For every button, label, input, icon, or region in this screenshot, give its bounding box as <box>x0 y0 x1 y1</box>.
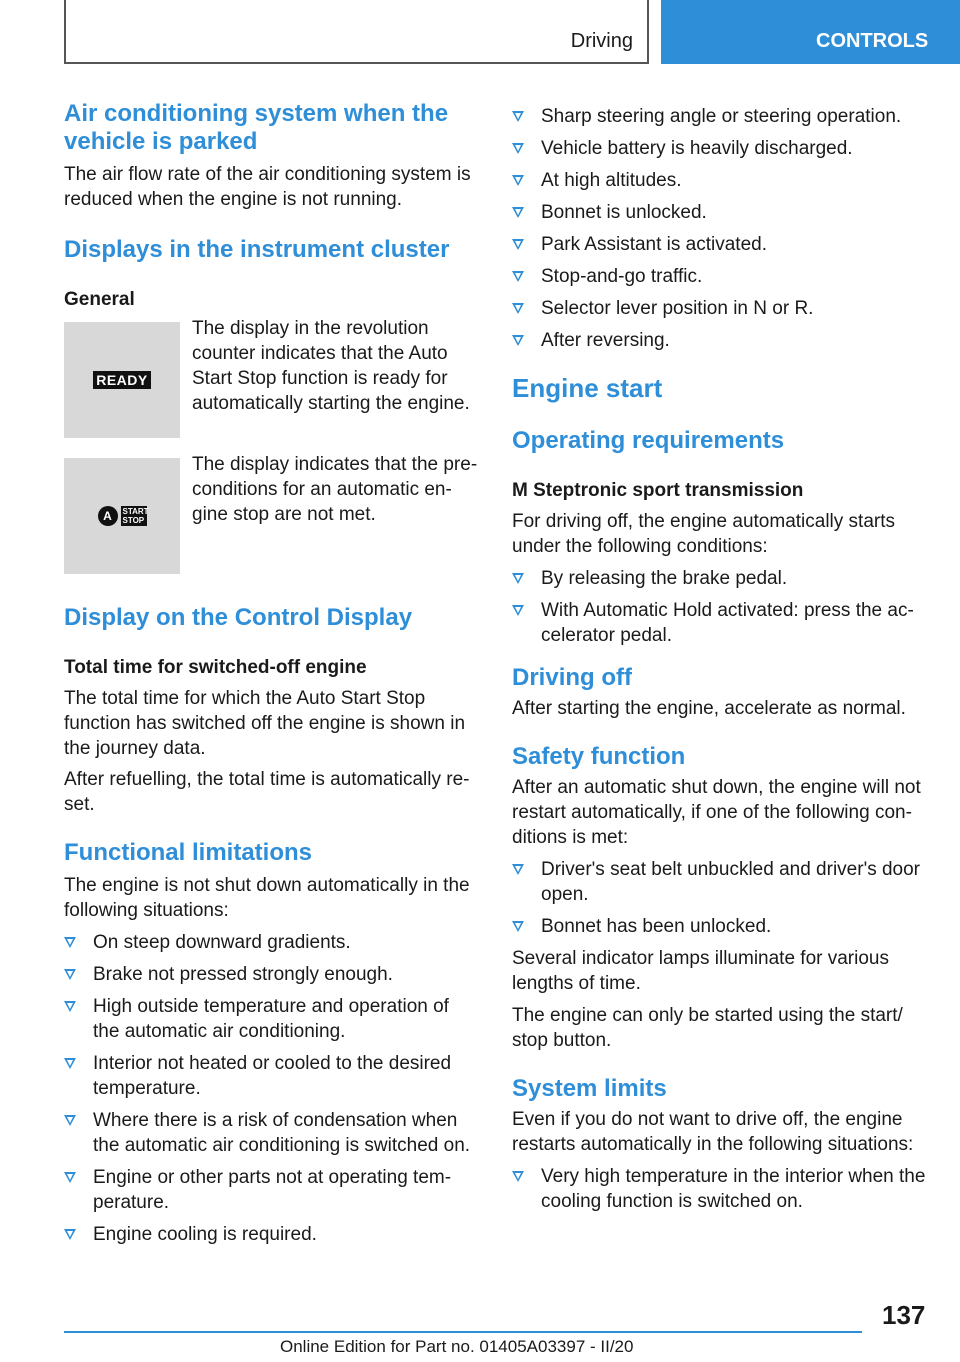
list-item <box>512 914 930 939</box>
ready-icon: READY <box>93 371 151 389</box>
heading-operating-requirements: Operating requirements <box>512 427 785 454</box>
list-item <box>64 1165 479 1215</box>
list-item <box>512 136 930 161</box>
list-item <box>512 598 930 648</box>
list-item-text: Bonnet is unlocked. <box>541 202 707 223</box>
left-column <box>64 100 479 1254</box>
heading-limitations: Functional limitations <box>64 839 313 866</box>
list-item <box>512 168 930 193</box>
list-item <box>512 328 930 353</box>
limitations-continued-list <box>512 104 930 353</box>
heading-steptronic: M Steptronic sport transmission <box>512 480 804 501</box>
heading-parked: Air conditioning system when the vehicle is parked <box>64 100 449 155</box>
triangle-bullet-icon <box>512 864 524 875</box>
edition-note: Online Edition for Part no. 01405A03397 - II/20 <box>280 1337 634 1356</box>
list-item-text: Very high temperature in the interior when the cooling function is switched on. <box>541 1166 926 1212</box>
page-number: 137 <box>882 1300 926 1330</box>
list-item-text: Vehicle battery is heavily discharged. <box>541 138 853 159</box>
list-item <box>512 232 930 257</box>
heading-safety-function: Safety function <box>512 743 686 770</box>
heading-general: General <box>64 289 135 310</box>
list-item <box>512 857 930 907</box>
triangle-bullet-icon <box>512 573 524 584</box>
list-item-text: On steep downward gradients. <box>93 932 351 953</box>
heading-system-limits: System limits <box>512 1075 667 1102</box>
list-item-text: With Automatic Hold activated: press the ac-celerator pedal. <box>541 600 914 646</box>
heading-displays: Displays in the instrument cluster <box>64 236 450 263</box>
triangle-bullet-icon <box>512 207 524 218</box>
list-item-text: Where there is a risk of condensation when the automatic air conditioning is switched on. <box>93 1110 471 1156</box>
list-item <box>512 566 930 591</box>
list-item <box>64 994 479 1044</box>
triangle-bullet-icon <box>64 937 76 948</box>
para-refuel: After refuelling, the total time is automatically re-set. <box>64 769 470 815</box>
para-system-limits: Even if you do not want to drive off, the engine restarts automatically in the following situations: <box>512 1109 914 1155</box>
auto-start-stop-display-image <box>64 458 180 574</box>
list-item-text: By releasing the brake pedal. <box>541 568 788 589</box>
display-notmet-row <box>64 454 479 574</box>
triangle-bullet-icon <box>64 1172 76 1183</box>
safety-list <box>512 857 930 939</box>
list-item-text: Brake not pressed strongly enough. <box>93 964 393 985</box>
footer-divider <box>64 1331 862 1333</box>
triangle-bullet-icon <box>64 1058 76 1069</box>
para-indicator-lamps: Several indicator lamps illuminate for various lengths of time. <box>512 948 889 994</box>
list-item <box>512 1164 930 1214</box>
list-item-text: Bonnet has been unlocked. <box>541 916 772 937</box>
list-item-text: Sharp steering angle or steering operation. <box>541 106 902 127</box>
triangle-bullet-icon <box>512 1171 524 1182</box>
para-limitations: The engine is not shut down automatically in the following situations: <box>64 875 470 921</box>
para-driving-off: After starting the engine, accelerate as normal. <box>512 698 906 719</box>
list-item-text: At high altitudes. <box>541 170 682 191</box>
para-start-button: The engine can only be started using the start/ stop button. <box>512 1005 903 1051</box>
para-total-time: The total time for which the Auto Start Stop function has switched off the engine is shown in the journey data. <box>64 688 466 759</box>
list-item-text: High outside temperature and operation of the automatic air conditioning. <box>93 996 449 1042</box>
steptronic-list <box>512 566 930 648</box>
list-item-text: Park Assistant is activated. <box>541 234 767 255</box>
list-item-text: Interior not heated or cooled to the desired temperature. <box>93 1053 452 1099</box>
limitations-list <box>64 930 479 1247</box>
list-item <box>64 930 479 955</box>
list-item-text: Engine or other parts not at operating tem-perature. <box>93 1167 452 1213</box>
para-display-notmet: The display indicates that the pre-conditions for an automatic en-gine stop are not met. <box>192 454 478 525</box>
heading-control-display: Display on the Control Display <box>64 604 413 631</box>
heading-driving-off: Driving off <box>512 664 632 691</box>
display-ready-row <box>64 318 479 438</box>
triangle-bullet-icon <box>64 969 76 980</box>
right-column <box>512 104 930 1221</box>
auto-start-stop-icon <box>98 506 147 526</box>
ready-display-image <box>64 322 180 438</box>
list-item <box>512 296 930 321</box>
list-item-text: After reversing. <box>541 330 670 351</box>
list-item <box>64 1108 479 1158</box>
triangle-bullet-icon <box>64 1115 76 1126</box>
triangle-bullet-icon <box>512 921 524 932</box>
system-limits-list <box>512 1164 930 1214</box>
list-item-text: Driver's seat belt unbuckled and driver's door open. <box>541 859 920 905</box>
list-item <box>64 962 479 987</box>
list-item <box>64 1222 479 1247</box>
start-stop-label: START STOP <box>122 507 149 525</box>
triangle-bullet-icon <box>512 271 524 282</box>
list-item <box>512 104 930 129</box>
triangle-bullet-icon <box>512 175 524 186</box>
header-chapter-box <box>661 0 960 64</box>
auto-start-stop-a-symbol: A <box>98 506 118 526</box>
header-section-title: Driving <box>570 30 633 52</box>
list-item <box>512 200 930 225</box>
triangle-bullet-icon <box>512 303 524 314</box>
triangle-bullet-icon <box>512 605 524 616</box>
list-item-text: Stop-and-go traffic. <box>541 266 703 287</box>
list-item <box>512 264 930 289</box>
header-section-box <box>64 0 649 64</box>
triangle-bullet-icon <box>512 111 524 122</box>
heading-total-time: Total time for switched-off engine <box>64 657 367 678</box>
heading-engine-start: Engine start <box>512 373 663 403</box>
triangle-bullet-icon <box>64 1001 76 1012</box>
triangle-bullet-icon <box>512 335 524 346</box>
list-item-text: Engine cooling is required. <box>93 1224 317 1245</box>
para-parked: The air flow rate of the air conditioning system is reduced when the engine is not running. <box>64 164 471 210</box>
list-item <box>64 1051 479 1101</box>
triangle-bullet-icon <box>512 143 524 154</box>
triangle-bullet-icon <box>512 239 524 250</box>
para-display-ready: The display in the revolution counter indicates that the Auto Start Stop function is ready for automatically starting the engine. <box>192 318 470 414</box>
list-item-text: Selector lever position in N or R. <box>541 298 814 319</box>
header-chapter-title: CONTROLS <box>816 30 929 52</box>
para-safety: After an automatic shut down, the engine will not restart automatically, if one of the following con-ditions is met: <box>512 777 921 848</box>
para-steptronic: For driving off, the engine automatically starts under the following conditions: <box>512 511 896 557</box>
triangle-bullet-icon <box>64 1229 76 1240</box>
